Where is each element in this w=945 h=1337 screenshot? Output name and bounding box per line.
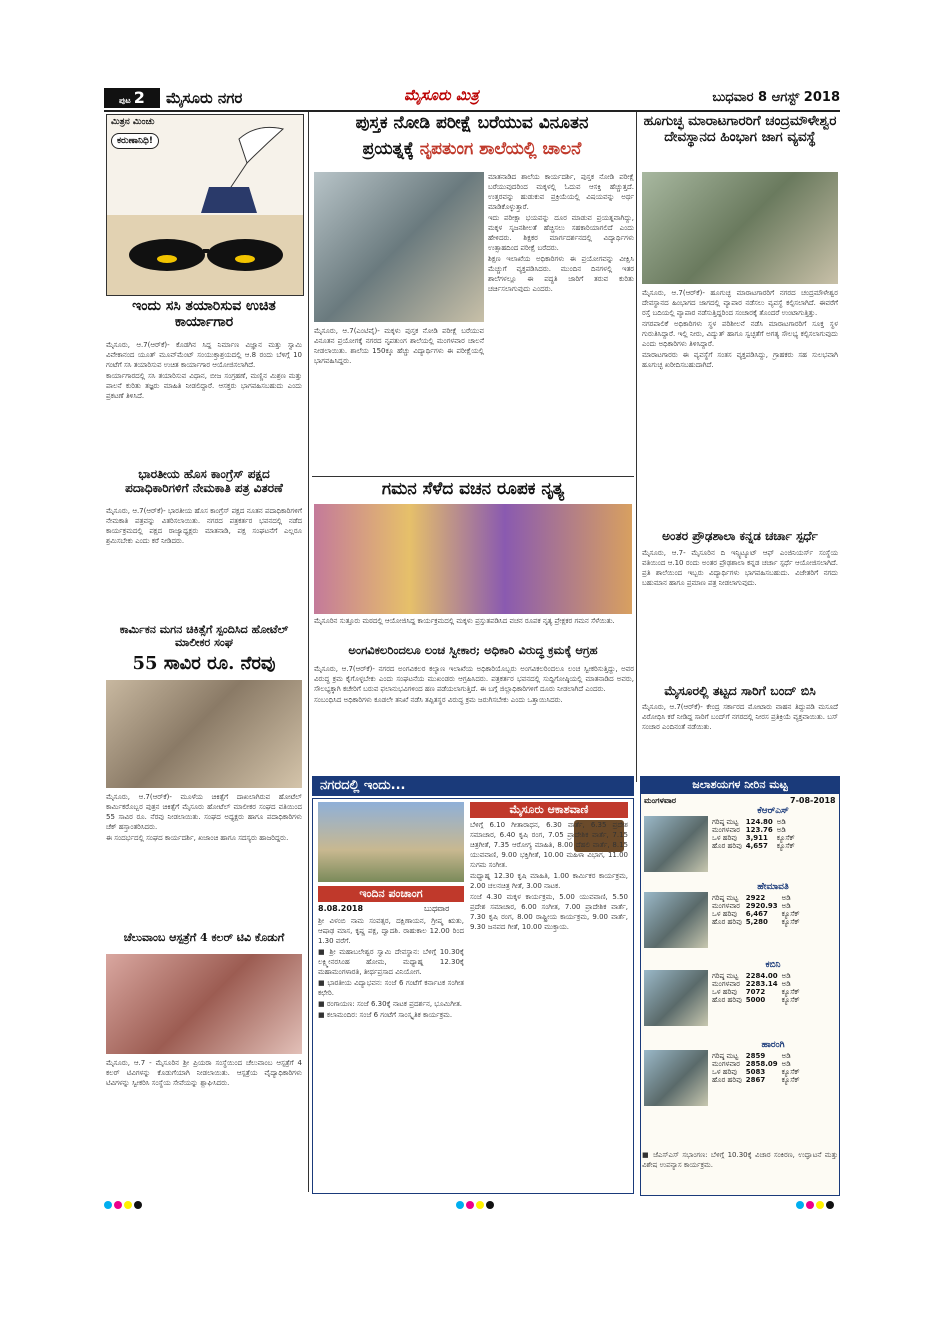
article-body: ಮೈಸೂರು, ಆ.7(ಆರ್‌ಕೆ)- ನಗರದ ಅಂಗವಿಕಲರ ಕಲ್ಯಾಣ ಇಲಾಖೆಯ ಅಧಿಕಾರಿಯೊಬ್ಬರು ಅಂಗವಿಕಲರಿಂದಲೂ ಲಂಚ ಸ್ವೀಕರಿಸುತ್ತಿದ್ದು, ಅವರ ವಿರುದ್ಧ ಕ್ರಮ ಕೈಗೊಳ್ಳಬೇಕು ಎಂದು ಸಂಘಟನೆಯ ಮುಖಂಡರು ಆಗ್ರಹಿಸಿದರು. ಪತ್ರಕರ್ತರ ಭವನದಲ್ಲಿ ಸುದ್ದಿಗೋಷ್ಠಿಯಲ್ಲಿ ಮಾತನಾಡಿದ ಅವರು, ಸೌಲಭ್ಯಕ್ಕಾಗಿ ಕಚೇರಿಗೆ ಬರುವ ಫಲಾನುಭವಿಗಳಿಂದ ಹಣ ಪಡೆಯಲಾಗುತ್ತಿದೆ. ಈ ಬಗ್ಗೆ ಜಿಲ್ಲಾಧಿಕಾರಿಗಳಿಗೆ ದೂರು ನೀಡಲಾಗಿದೆ ಎಂದರು. ಸಂಬಂಧಿಸಿದ ಅಧಿಕಾರಿಗಳು ಕೂಡಲೇ ತನಿಖೆ ನಡೆಸಿ ತಪ್ಪಿತಸ್ಥರ ವಿರುದ್ಧ ಕ್ರಮ ಜರುಗಿಸಬೇಕು ಎಂದು ಒತ್ತಾಯಿಸಿದರು. (314, 665, 634, 704)
column-rule (308, 112, 309, 1192)
metric-value: 5000 (745, 996, 766, 1004)
dam-row (710, 910, 802, 918)
dam-block (644, 806, 836, 882)
events-list: ಶ್ರೀ ವಿಳಂಬಿ ನಾಮ ಸಂವತ್ಸರ, ದಕ್ಷಿಣಾಯನ, ಗ್ರೀಷ್ಮ ಋತು, ಆಷಾಢ ಮಾಸ, ಕೃಷ್ಣ ಪಕ್ಷ, ದ್ವಾದಶಿ. ರಾಹುಕಾಲ 12.00 ರಿಂದ 1.30 ವರೆಗೆ. ■ ಶ್ರೀ ಮಹಾಬಲೇಶ್ವರ ಸ್ವಾಮಿ ದೇವಸ್ಥಾನ: ಬೆಳಿಗ್ಗೆ 10.30ಕ್ಕೆ ಲಕ್ಷ್ಮೀನರಸಿಂಹ ಹೋಮ, ಮಧ್ಯಾಹ್ನ 12.30ಕ್ಕೆ ಮಹಾಮಂಗಳಾರತಿ, ತೀರ್ಥಪ್ರಸಾದ ವಿನಿಯೋಗ. ■ ಭಾರತೀಯ ವಿದ್ಯಾಭವನ: ಸಂಜೆ 6 ಗಂಟೆಗೆ ಕರ್ನಾಟಕ ಸಂಗೀತ ಕಛೇರಿ. ■ ರಂಗಾಯಣ: ಸಂಜೆ 6.30ಕ್ಕೆ ನಾಟಕ ಪ್ರದರ್ಶನ, ಭೂಮಿಗೀತ. ■ ಕಲಾಮಂದಿರ: ಸಂಜೆ 6 ಗಂಟೆಗೆ ಸಾಂಸ್ಕೃತಿಕ ಕಾರ್ಯಕ್ರಮ. (318, 917, 464, 1019)
dance-photo (314, 504, 632, 614)
cartoon-title: ಮಿತ್ರನ ಮಿಂಚು (111, 117, 155, 127)
headline-congress-appointments: ಭಾರತೀಯ ಹೊಸ ಕಾಂಗ್ರೆಸ್ ಪಕ್ಷದ ಪದಾಧಿಕಾರಿಗಳಿಗೆ ನೇಮಕಾತಿ ಪತ್ರ ವಿತರಣೆ (125, 467, 283, 495)
dam-row (710, 1068, 802, 1076)
metric-label: ಮಂಗಳವಾರ (712, 826, 741, 834)
lead-headline-line1: ಪುಸ್ತಕ ನೋಡಿ ಪರೀಕ್ಷೆ ಬರೆಯುವ ವಿನೂತನ (355, 113, 589, 133)
metric-value: 7072 (745, 988, 766, 996)
dam-row (710, 834, 797, 842)
nagara-today-header: ನಗರದಲ್ಲಿ ಇಂದು... (312, 776, 634, 796)
column-rule (636, 112, 637, 782)
dam-block (644, 882, 836, 958)
metric-unit: ಅಡಿ (776, 818, 786, 826)
registration-marks (456, 1194, 496, 1213)
headline-flower-sellers: ಹೂಗುಚ್ಛ ಮಾರಾಟಗಾರರಿಗೆ ಚಂದ್ರಮೌಳೇಶ್ವರ ದೇವಸ್ಥಾನದ ಹಿಂಭಾಗ ಜಾಗ ವ್ಯವಸ್ಥೆ (643, 113, 837, 145)
metric-label: ಹೊರ ಹರಿವು (712, 996, 742, 1004)
metric-label: ಮಂಗಳವಾರ (712, 1060, 741, 1068)
registration-marks (104, 1194, 144, 1213)
masthead-logo: ಮೈಸೂರು ಮಿತ್ರ (404, 86, 479, 104)
metric-value: 124.80 (745, 818, 773, 826)
panchanga-weekday: ಬುಧವಾರ (424, 904, 450, 913)
lead-headline-part: ಪ್ರಯತ್ನಕ್ಕೆ (362, 139, 420, 159)
dam-row (710, 996, 802, 1004)
headline-vachana-dance: ಗಮನ ಸೆಳೆದ ವಚನ ರೂಪಕ ನೃತ್ಯ (381, 479, 565, 499)
metric-label: ಗರಿಷ್ಠ ಮಟ್ಟ (712, 1052, 739, 1060)
dam-table (710, 818, 797, 850)
radio-schedule: ಬೆಳಿಗ್ಗೆ 6.10 ಗೀತಾರಾಧನ, 6.30 ವಾರ್ತೆ, 6.35 ಪ್ರದೇಶ ಸಮಾಚಾರ, 6.40 ಕೃಷಿ ರಂಗ, 7.05 ಪ್ರಾದೇಶಿಕ ವಾರ್ತೆ, 7.15 ಚಿತ್ರಗೀತೆ, 7.35 ಆರೋಗ್ಯ ಮಾಹಿತಿ, 8.00 ದೆಹಲಿ ವಾರ್ತೆ, 8.15 ಯುವವಾಣಿ, 9.00 ಭಕ್ತಿಗೀತೆ, 10.00 ಮಹಿಳಾ ವಿಭಾಗ, 11.00 ಸುಗಮ ಸಂಗೀತ. ಮಧ್ಯಾಹ್ನ 12.30 ಕೃಷಿ ಮಾಹಿತಿ, 1.00 ಕಾರ್ಮಿಕರ ಕಾರ್ಯಕ್ರಮ, 2.00 ಚಲನಚಿತ್ರ ಗೀತೆ, 3.00 ನಾಟಕ. ಸಂಜೆ 4.30 ಮಕ್ಕಳ ಕಾರ್ಯಕ್ರಮ, 5.00 ಯುವವಾಣಿ, 5.50 ಪ್ರದೇಶ ಸಮಾಚಾರ, 6.00 ಸಂಗೀತ, 7.00 ಪ್ರಾದೇಶಿಕ ವಾರ್ತೆ, 7.30 ಕೃಷಿ ರಂಗ, 8.00 ರಾಷ್ಟ್ರೀಯ ಕಾರ್ಯಕ್ರಮ, 9.00 ವಾರ್ತೆ, 9.30 ಜನಪದ ಗೀತೆ, 10.00 ಮುಕ್ತಾಯ. (470, 821, 628, 931)
article-body: ಮೈಸೂರು, ಆ.7- ಮೈಸೂರಿನ ದಿ ಇನ್ಸ್ಟಿಟ್ಯೂಟ್ ಆಫ್ ಎಂಜಿನಿಯರ್ಸ್ ಸಂಸ್ಥೆಯ ವತಿಯಿಂದ ಆ.10 ರಂದು ಅಂತರ ಪ್ರೌಢಶಾಲಾ ಕನ್ನಡ ಚರ್ಚಾ ಸ್ಪರ್ಧೆ ಆಯೋಜಿಸಲಾಗಿದೆ. ಪ್ರತಿ ಶಾಲೆಯಿಂದ ಇಬ್ಬರು ವಿದ್ಯಾರ್ಥಿಗಳು ಭಾಗವಹಿಸಬಹುದು. ವಿಜೇತರಿಗೆ ನಗದು ಬಹುಮಾನ ಹಾಗೂ ಪ್ರಮಾಣ ಪತ್ರ ನೀಡಲಾಗುವುದು. (642, 549, 838, 587)
metric-label: ಹೊರ ಹರಿವು (712, 918, 742, 926)
water-level-header: ಜಲಾಶಯಗಳ ನೀರಿನ ಮಟ್ಟ (640, 776, 840, 794)
metric-value: 2859 (745, 1052, 766, 1060)
headline-debate-competition: ಅಂತರ ಪ್ರೌಢಶಾಲಾ ಕನ್ನಡ ಚರ್ಚಾ ಸ್ಪರ್ಧೆ (662, 529, 818, 543)
headline-cheluvamba-tv: ಚೆಲುವಾಂಬ ಆಸ್ಪತ್ರೆಗೆ 4 ಕಲರ್ ಟಿವಿ ಕೊಡುಗೆ (123, 931, 285, 944)
metric-label: ಒಳ ಹರಿವು (712, 910, 737, 918)
metric-unit: ಅಡಿ (781, 894, 791, 902)
metric-value: 5,280 (745, 918, 768, 926)
metric-value: 2867 (745, 1076, 766, 1084)
dam-row (710, 894, 802, 902)
dam-table (710, 894, 802, 926)
metric-value: 6,467 (745, 910, 768, 918)
dam-name: ಕಬಿನಿ (765, 960, 781, 970)
metric-value: 4,657 (745, 842, 768, 850)
metric-value: 123.76 (745, 826, 773, 834)
dam-block (644, 1040, 836, 1116)
metric-value: 5083 (745, 1068, 766, 1076)
metric-unit: ಅಡಿ (781, 980, 791, 988)
article-body: ಮೈಸೂರು, ಆ.7(ಎಂಟಿವೈ)- ಮಕ್ಕಳು ಪುಸ್ತಕ ನೋಡಿ ಪರೀಕ್ಷೆ ಬರೆಯುವ ವಿನೂತನ ಪ್ರಯೋಗಕ್ಕೆ ನಗರದ ನೃಪತುಂಗ ಶಾಲೆಯಲ್ಲಿ ಮಂಗಳವಾರ ಚಾಲನೆ ನೀಡಲಾಯಿತು. ಶಾಲೆಯ 150ಕ್ಕೂ ಹೆಚ್ಚು ವಿದ್ಯಾರ್ಥಿಗಳು ಈ ಪರೀಕ್ಷೆಯಲ್ಲಿ ಭಾಗವಹಿಸಿದ್ದರು. (314, 327, 484, 365)
metric-label: ಹೊರ ಹರಿವು (712, 842, 742, 850)
palace-illustration (318, 802, 464, 882)
dam-table (710, 972, 802, 1004)
article-body: ಮೈಸೂರು, ಆ.7(ಆರ್‌ಕೆ)- ಭಾರತೀಯ ಹೊಸ ಕಾಂಗ್ರೆಸ್ ಪಕ್ಷದ ನೂತನ ಪದಾಧಿಕಾರಿಗಳಿಗೆ ನೇಮಕಾತಿ ಪತ್ರವನ್ನು ವಿತರಿಸಲಾಯಿತು. ನಗರದ ಪತ್ರಕರ್ತರ ಭವನದಲ್ಲಿ ನಡೆದ ಕಾರ್ಯಕ್ರಮದಲ್ಲಿ ಪಕ್ಷದ ರಾಜ್ಯಾಧ್ಯಕ್ಷರು ಮಾತನಾಡಿ, ಪಕ್ಷ ಸಂಘಟನೆಗೆ ಎಲ್ಲರೂ ಶ್ರಮಿಸಬೇಕು ಎಂದು ಕರೆ ನೀಡಿದರು. (106, 507, 302, 545)
page-number: ಪುಟ 2 (104, 88, 160, 108)
headline-sapling-workshop: ಇಂದು ಸಸಿ ತಯಾರಿಸುವ ಉಚಿತ ಕಾರ್ಯಾಗಾರ (132, 298, 276, 331)
metric-label: ಗರಿಷ್ಠ ಮಟ್ಟ (712, 894, 739, 902)
dam-block (644, 960, 836, 1036)
dam-row (710, 842, 797, 850)
dam-row (710, 980, 802, 988)
article-body: ಮೈಸೂರು, ಆ.7(ಆರ್‌ಕೆ)- ಕೇಂದ್ರ ಸರ್ಕಾರದ ಮೋಟಾರು ವಾಹನ ತಿದ್ದುಪಡಿ ಮಸೂದೆ ವಿರೋಧಿಸಿ ಕರೆ ನೀಡಿದ್ದ ಸಾರಿಗೆ ಬಂದ್‌ಗೆ ನಗರದಲ್ಲಿ ನೀರಸ ಪ್ರತಿಕ್ರಿಯೆ ವ್ಯಕ್ತವಾಯಿತು. ಬಸ್ ಸಂಚಾರ ಎಂದಿನಂತೆ ನಡೆಯಿತು. (642, 703, 838, 731)
dam-photo (644, 970, 708, 1026)
metric-unit: ಅಡಿ (781, 902, 791, 910)
article-body: ಮೈಸೂರು, ಆ.7(ಆರ್‌ಕೆ)- ಹೂಗುಚ್ಛ ಮಾರಾಟಗಾರರಿಗೆ ನಗರದ ಚಂದ್ರಮೌಳೇಶ್ವರ ದೇವಸ್ಥಾನದ ಹಿಂಭಾಗದ ಜಾಗದಲ್ಲಿ ವ್ಯಾಪಾರ ನಡೆಸಲು ವ್ಯವಸ್ಥೆ ಕಲ್ಪಿಸಲಾಗಿದೆ. ಈವರೆಗೆ ರಸ್ತೆ ಬದಿಯಲ್ಲಿ ವ್ಯಾಪಾರ ನಡೆಸುತ್ತಿದ್ದರಿಂದ ಸಂಚಾರಕ್ಕೆ ತೊಂದರೆ ಉಂಟಾಗುತ್ತಿತ್ತು. ನಗರಪಾಲಿಕೆ ಅಧಿಕಾರಿಗಳು ಸ್ಥಳ ಪರಿಶೀಲನೆ ನಡೆಸಿ ಮಾರಾಟಗಾರರಿಗೆ ಸೂಕ್ತ ಸ್ಥಳ ಗುರುತಿಸಿದ್ದಾರೆ. ಇಲ್ಲಿ ನೀರು, ವಿದ್ಯುತ್ ಹಾಗೂ ಸ್ವಚ್ಛತೆಗೆ ಅಗತ್ಯ ಸೌಲಭ್ಯ ಕಲ್ಪಿಸಲಾಗುವುದು ಎಂದು ಅಧಿಕಾರಿಗಳು ತಿಳಿಸಿದ್ದಾರೆ. ಮಾರಾಟಗಾರರು ಈ ವ್ಯವಸ್ಥೆಗೆ ಸಂತಸ ವ್ಯಕ್ತಪಡಿಸಿದ್ದು, ಗ್ರಾಹಕರು ಸಹ ಸುಲಭವಾಗಿ ಹೂಗುಚ್ಛ ಖರೀದಿಸಬಹುದಾಗಿದೆ. (642, 289, 838, 369)
headline-55-thousand: 55 ಸಾವಿರ ರೂ. ನೆರವು (132, 653, 276, 674)
dam-row (710, 1052, 802, 1060)
headline-hotel-association: ಕಾರ್ಮಿಕನ ಮಗನ ಚಿಕಿತ್ಸೆಗೆ ಸ್ಪಂದಿಸಿದ ಹೋಟೆಲ್ ಮಾಲೀಕರ ಸಂಘ (119, 623, 289, 649)
metric-unit: ಕ್ಯೂಸೆಕ್ (781, 988, 800, 996)
lead-headline-line2 (312, 140, 632, 160)
article-body: ಮೈಸೂರು, ಆ.7(ಆರ್‌ಕೆ)- ಕೊಡಗಿನ ಸಿದ್ದ ನಿರ್ಮಾಣ ವಿಜ್ಞಾನ ಮತ್ತು ಸ್ವಾಮಿ ವಿವೇಕಾನಂದ ಯೂತ್ ಮೂವ್‌ಮೆಂಟ್ ಸಂಯುಕ್ತಾಶ್ರಯದಲ್ಲಿ ಆ.8 ರಂದು ಬೆಳಿಗ್ಗೆ 10 ಗಂಟೆಗೆ ಸಸಿ ತಯಾರಿಸುವ ಉಚಿತ ಕಾರ್ಯಾಗಾರ ಆಯೋಜಿಸಲಾಗಿದೆ. ಕಾರ್ಯಾಗಾರದಲ್ಲಿ ಸಸಿ ತಯಾರಿಸುವ ವಿಧಾನ, ಬೀಜ ಸಂಗ್ರಹಣೆ, ಮಣ್ಣಿನ ಮಿಶ್ರಣ ಮತ್ತು ಪಾಲನೆ ಕುರಿತು ತಜ್ಞರು ಮಾಹಿತಿ ನೀಡಲಿದ್ದಾರೆ. ಆಸಕ್ತರು ಭಾಗವಹಿಸಬಹುದು ಎಂದು ಪ್ರಕಟಣೆ ತಿಳಿಸಿದೆ. (106, 341, 302, 400)
speech-bubble: ಕರುಣಾನಿಧಿ! (111, 133, 159, 149)
metric-unit: ಅಡಿ (776, 826, 786, 834)
dam-name: ಹಾರಂಗಿ (761, 1040, 785, 1050)
metric-unit: ಕ್ಯೂಸೆಕ್ (776, 842, 795, 850)
metric-unit: ಅಡಿ (781, 1060, 791, 1068)
metric-value: 2922 (745, 894, 766, 902)
exam-classroom-photo (314, 172, 484, 322)
metric-unit: ಕ್ಯೂಸೆಕ್ (781, 1068, 800, 1076)
page-header (104, 88, 840, 112)
registration-marks (796, 1194, 836, 1213)
article-body: ಮಾತನಾಡಿದ ಶಾಲೆಯ ಕಾರ್ಯದರ್ಶಿ, ಪುಸ್ತಕ ನೋಡಿ ಪರೀಕ್ಷೆ ಬರೆಯುವುದರಿಂದ ಮಕ್ಕಳಲ್ಲಿ ಓದುವ ಆಸಕ್ತಿ ಹೆಚ್ಚುತ್ತದೆ. ಉತ್ತರವನ್ನು ಹುಡುಕುವ ಪ್ರಕ್ರಿಯೆಯಲ್ಲಿ ವಿಷಯವನ್ನು ಅರ್ಥ ಮಾಡಿಕೊಳ್ಳುತ್ತಾರೆ. ಇದು ಪರೀಕ್ಷಾ ಭಯವನ್ನು ದೂರ ಮಾಡುವ ಪ್ರಯತ್ನವಾಗಿದ್ದು, ಮಕ್ಕಳ ಸೃಜನಶೀಲತೆ ಹೆಚ್ಚಿಸಲು ಸಹಕಾರಿಯಾಗಲಿದೆ ಎಂದು ಹೇಳಿದರು. ಶಿಕ್ಷಕರ ಮಾರ್ಗದರ್ಶನದಲ್ಲಿ ವಿದ್ಯಾರ್ಥಿಗಳು ಉತ್ಸಾಹದಿಂದ ಪರೀಕ್ಷೆ ಬರೆದರು. ಶಿಕ್ಷಣ ಇಲಾಖೆಯ ಅಧಿಕಾರಿಗಳು ಈ ಪ್ರಯೋಗವನ್ನು ವೀಕ್ಷಿಸಿ ಮೆಚ್ಚುಗೆ ವ್ಯಕ್ತಪಡಿಸಿದರು. ಮುಂದಿನ ದಿನಗಳಲ್ಲಿ ಇತರ ಶಾಲೆಗಳಲ್ಲೂ ಈ ಪದ್ಧತಿ ಜಾರಿಗೆ ತರುವ ಕುರಿತು ಚರ್ಚಿಸಲಾಗುವುದು ಎಂದರು. (488, 173, 634, 293)
metric-label: ಮಂಗಳವಾರ (712, 902, 741, 910)
dam-photo (644, 816, 708, 872)
akashavani-header: ಮೈಸೂರು ಆಕಾಶವಾಣಿ (470, 802, 628, 818)
dam-photo (644, 892, 708, 948)
dam-row (710, 918, 802, 926)
metric-label: ಗರಿಷ್ಠ ಮಟ್ಟ (712, 972, 739, 980)
dam-row (710, 1060, 802, 1068)
section-title: ಮೈಸೂರು ನಗರ (166, 89, 243, 107)
metric-value: 2284.00 (745, 972, 778, 980)
panchanga-header: ಇಂದಿನ ಪಂಚಾಂಗ (318, 886, 464, 902)
metric-unit: ಅಡಿ (781, 1052, 791, 1060)
dam-row (710, 988, 802, 996)
dam-photo (644, 1050, 708, 1106)
metric-label: ಒಳ ಹರಿವು (712, 1068, 737, 1076)
metric-unit: ಕ್ಯೂಸೆಕ್ (781, 1076, 800, 1084)
water-date-label: ಮಂಗಳವಾರ (644, 796, 677, 805)
metric-unit: ಅಡಿ (781, 972, 791, 980)
photo-caption: ಮೈಸೂರಿನ ಸುತ್ತೂರು ಮಠದಲ್ಲಿ ಆಯೋಜಿಸಿದ್ದ ಕಾರ್ಯಕ್ರಮದಲ್ಲಿ ಮಕ್ಕಳು ಪ್ರಸ್ತುತಪಡಿಸಿದ ವಚನ ರೂಪಕ ನೃತ್ಯ ಪ್ರೇಕ್ಷಕರ ಗಮನ ಸೆಳೆಯಿತು. (314, 617, 615, 625)
dam-row (710, 972, 802, 980)
dam-row (710, 818, 797, 826)
water-date: 7-08-2018 (790, 796, 836, 805)
dam-row (710, 902, 802, 910)
panchanga-date: 8.08.2018 (318, 904, 364, 913)
lead-headline-highlight: ನೃಪತುಂಗ ಶಾಲೆಯಲ್ಲಿ ಚಾಲನೆ (419, 139, 582, 159)
metric-label: ಗರಿಷ್ಠ ಮಟ್ಟ (712, 818, 739, 826)
dam-row (710, 826, 797, 834)
metric-label: ಹೊರ ಹರಿವು (712, 1076, 742, 1084)
metric-unit: ಕ್ಯೂಸೆಕ್ (781, 996, 800, 1004)
dam-table (710, 1052, 802, 1084)
metric-unit: ಕ್ಯೂಸೆಕ್ (776, 834, 795, 842)
dam-name: ಹೇಮಾವತಿ (757, 882, 789, 892)
temple-area-photo (642, 172, 838, 284)
article-body: ಮೈಸೂರು, ಆ.7 - ಮೈಸೂರಿನ ಶ್ರೀ ಪ್ರಿಯರಾ ಸಂಸ್ಥೆಯಿಂದ ಚೆಲುವಾಂಬ ಆಸ್ಪತ್ರೆಗೆ 4 ಕಲರ್ ಟಿವಿಗಳನ್ನು ಕೊಡುಗೆಯಾಗಿ ನೀಡಲಾಯಿತು. ಆಸ್ಪತ್ರೆಯ ವೈದ್ಯಾಧಿಕಾರಿಗಳು ಟಿವಿಗಳನ್ನು ಸ್ವೀಕರಿಸಿ ಸಂಸ್ಥೆಯ ಸೇವೆಯನ್ನು ಶ್ಲಾಘಿಸಿದರು. (106, 1059, 302, 1087)
headline-bribe: ಅಂಗವಿಕಲರಿಂದಲೂ ಲಂಚ ಸ್ವೀಕಾರ; ಅಧಿಕಾರಿ ವಿರುದ್ಧ ಕ್ರಮಕ್ಕೆ ಆಗ್ರಹ (348, 643, 598, 657)
dam-row (710, 1076, 802, 1084)
metric-label: ಮಂಗಳವಾರ (712, 980, 741, 988)
divider (312, 476, 634, 477)
article-body: ■ ಜೆಎಸ್‌ಎಸ್ ಸಭಾಂಗಣ: ಬೆಳಿಗ್ಗೆ 10.30ಕ್ಕೆ ವಿಚಾರ ಸಂಕಿರಣ, ಉದ್ಘಾಟನೆ ಮತ್ತು ವಿಶೇಷ ಉಪನ್ಯಾಸ ಕಾರ್ಯಕ್ರಮ. (642, 1151, 838, 1169)
metric-label: ಒಳ ಹರಿವು (712, 988, 737, 996)
dam-name: ಕೆಆರ್‌ಎಸ್ (757, 806, 789, 816)
metric-unit: ಕ್ಯೂಸೆಕ್ (781, 910, 800, 918)
metric-label: ಒಳ ಹರಿವು (712, 834, 737, 842)
headline-transport-bandh: ಮೈಸೂರಲ್ಲಿ ತಟ್ಟದ ಸಾರಿಗೆ ಬಂದ್ ಬಿಸಿ (664, 683, 816, 698)
metric-value: 2283.14 (745, 980, 778, 988)
cartoon-box (106, 114, 304, 296)
metric-unit: ಕ್ಯೂಸೆಕ್ (781, 918, 800, 926)
issue-date: ಬುಧವಾರ 8 ಆಗಸ್ಟ್ 2018 (712, 90, 840, 105)
cheluvamba-photo (106, 954, 302, 1054)
metric-value: 2920.93 (745, 902, 778, 910)
article-body: ಮೈಸೂರು, ಆ.7(ಆರ್‌ಕೆ)- ಮೂಳೆಯ ಚಿಕಿತ್ಸೆಗೆ ದಾಖಲಾಗಿರುವ ಹೋಟೆಲ್ ಕಾರ್ಮಿಕರೊಬ್ಬರ ಪುತ್ರನ ಚಿಕಿತ್ಸೆಗೆ ಮೈಸೂರು ಹೋಟೆಲ್ ಮಾಲೀಕರ ಸಂಘದ ವತಿಯಿಂದ 55 ಸಾವಿರ ರೂ. ನೆರವು ನೀಡಲಾಯಿತು. ಸಂಘದ ಅಧ್ಯಕ್ಷರು ಹಾಗೂ ಪದಾಧಿಕಾರಿಗಳು ಚೆಕ್ ಹಸ್ತಾಂತರಿಸಿದರು. ಈ ಸಂದರ್ಭದಲ್ಲಿ ಸಂಘದ ಕಾರ್ಯದರ್ಶಿ, ಖಜಾಂಚಿ ಹಾಗೂ ಸದಸ್ಯರು ಹಾಜರಿದ್ದರು. (106, 793, 302, 842)
ink-pot-glasses-illustration (107, 115, 303, 295)
metric-value: 2858.09 (745, 1060, 778, 1068)
hotel-association-photo (106, 680, 302, 788)
metric-value: 3,911 (745, 834, 768, 842)
